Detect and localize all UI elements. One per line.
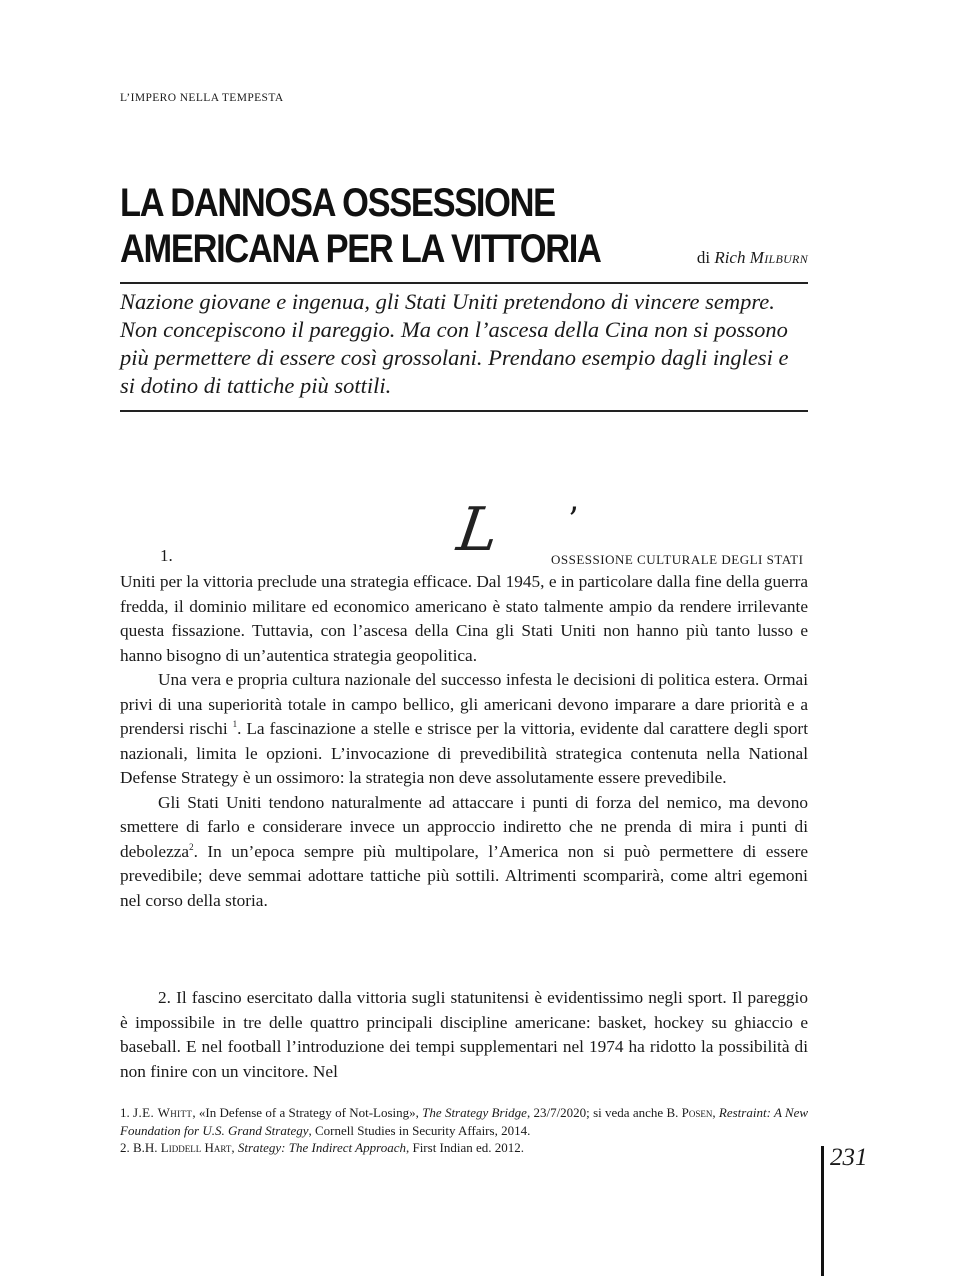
footnote-1: 1. J.E. Whitt, «In Defense of a Strategy of Not-Losing», The Strategy Bridge, 23/7/2020; si veda anche B. Posen, Restraint: A New Foundation for U.S. Grand Strategy, Cornell Studies in Security Affairs, 2014. — [120, 1105, 809, 1138]
section-2-body — [120, 986, 808, 1084]
page-margin-bar — [821, 1146, 824, 1276]
section-number-1: 1. — [160, 546, 173, 565]
drop-cap-letter: L — [453, 495, 503, 565]
paragraph: Gli Stati Uniti tendono naturalmente ad attaccare i punti di forza del nemico, ma devono smettere di farlo e considerare invece un approccio indiretto che ne prenda di mira i punti di debolezza$^2$. In un’epoca sempre più multipolare, l’America non si può permettere di essere prevedibile; deve semmai adottare tattiche più sottili. Altrimenti scomparirà, come altri egemoni nel corso della storia. — [120, 792, 808, 910]
author-first-name: Rich — [714, 248, 746, 267]
drop-cap — [453, 495, 579, 565]
paragraph: Una vera e propria cultura nazionale del successo infesta le decisioni di politica estera. Ormai privi di una superiorità totale in campo bellico, gli americani devono imparare a dare priorità e a prendersi rischi $^1$. La fascinazione a stelle e strisce per la vittoria, evidente dal carattere degli sport nazionali, limita le opzioni. L’invocazione di prevedibilità strategica contenuta nella National Defense Strategy è un ossimoro: la strategia non deve assolutamente essere prevedibile. — [120, 670, 808, 787]
paragraph: Uniti per la vittoria preclude una strategia efficace. Dal 1945, e in particolare dalla fine della guerra fredda, il dominio militare ed economico americano è stato talmente ampio da rendere irrilevante questa fissazione. Tuttavia, con l’ascesa della Cina gli Stati Uniti non hanno più tanto lusso e hanno bisogno di un’autentica strategia geopolitica. — [120, 572, 808, 665]
byline — [697, 248, 808, 268]
abstract-top-rule — [120, 282, 808, 284]
running-head: L’IMPERO NELLA TEMPESTA — [120, 92, 284, 104]
footnotes — [120, 1104, 808, 1157]
page-number: 231 — [830, 1144, 868, 1171]
paragraph: 2. Il fascino esercitato dalla vittoria sugli statunitensi è evidentissimo negli sport. Il pareggio è impossibile in tre delle quattro principali discipline americane: basket, hockey su ghiaccio e baseball. E nel football l’introduzione dei tempi supplementari nel 1974 ha ridotto la possibilità di non finire con un vincitore. Nel — [120, 988, 808, 1081]
title-line-1: LA DANNOSA OSSESSIONE — [120, 181, 555, 225]
author-last-name: Milburn — [749, 248, 808, 267]
footnote-ref[interactable]: 2 — [189, 841, 194, 852]
abstract: Nazione giovane e ingenua, gli Stati Uniti pretendono di vincere sempre. Non concepiscono il pareggio. Ma con l’ascesa della Cina non si possono più permettere di essere così grossolani. Prendano esempio dagli inglesi e si dotino di tattiche più sottili. — [120, 289, 789, 398]
article-title — [120, 180, 601, 272]
section-lead-smallcaps: OSSESSIONE CULTURALE DEGLI STATI — [551, 552, 804, 567]
byline-prefix: di — [696, 248, 711, 267]
abstract-bottom-rule — [120, 410, 808, 412]
footnote-ref[interactable]: 1 — [232, 719, 238, 730]
footnote-2: 2. B.H. Liddell Hart, Strategy: The Indirect Approach, First Indian ed. 2012. — [120, 1140, 525, 1155]
title-line-2: AMERICANA PER LA VITTORIA — [120, 227, 601, 271]
section-1-body — [120, 570, 808, 913]
drop-cap-apostrophe: ’ — [568, 500, 579, 540]
